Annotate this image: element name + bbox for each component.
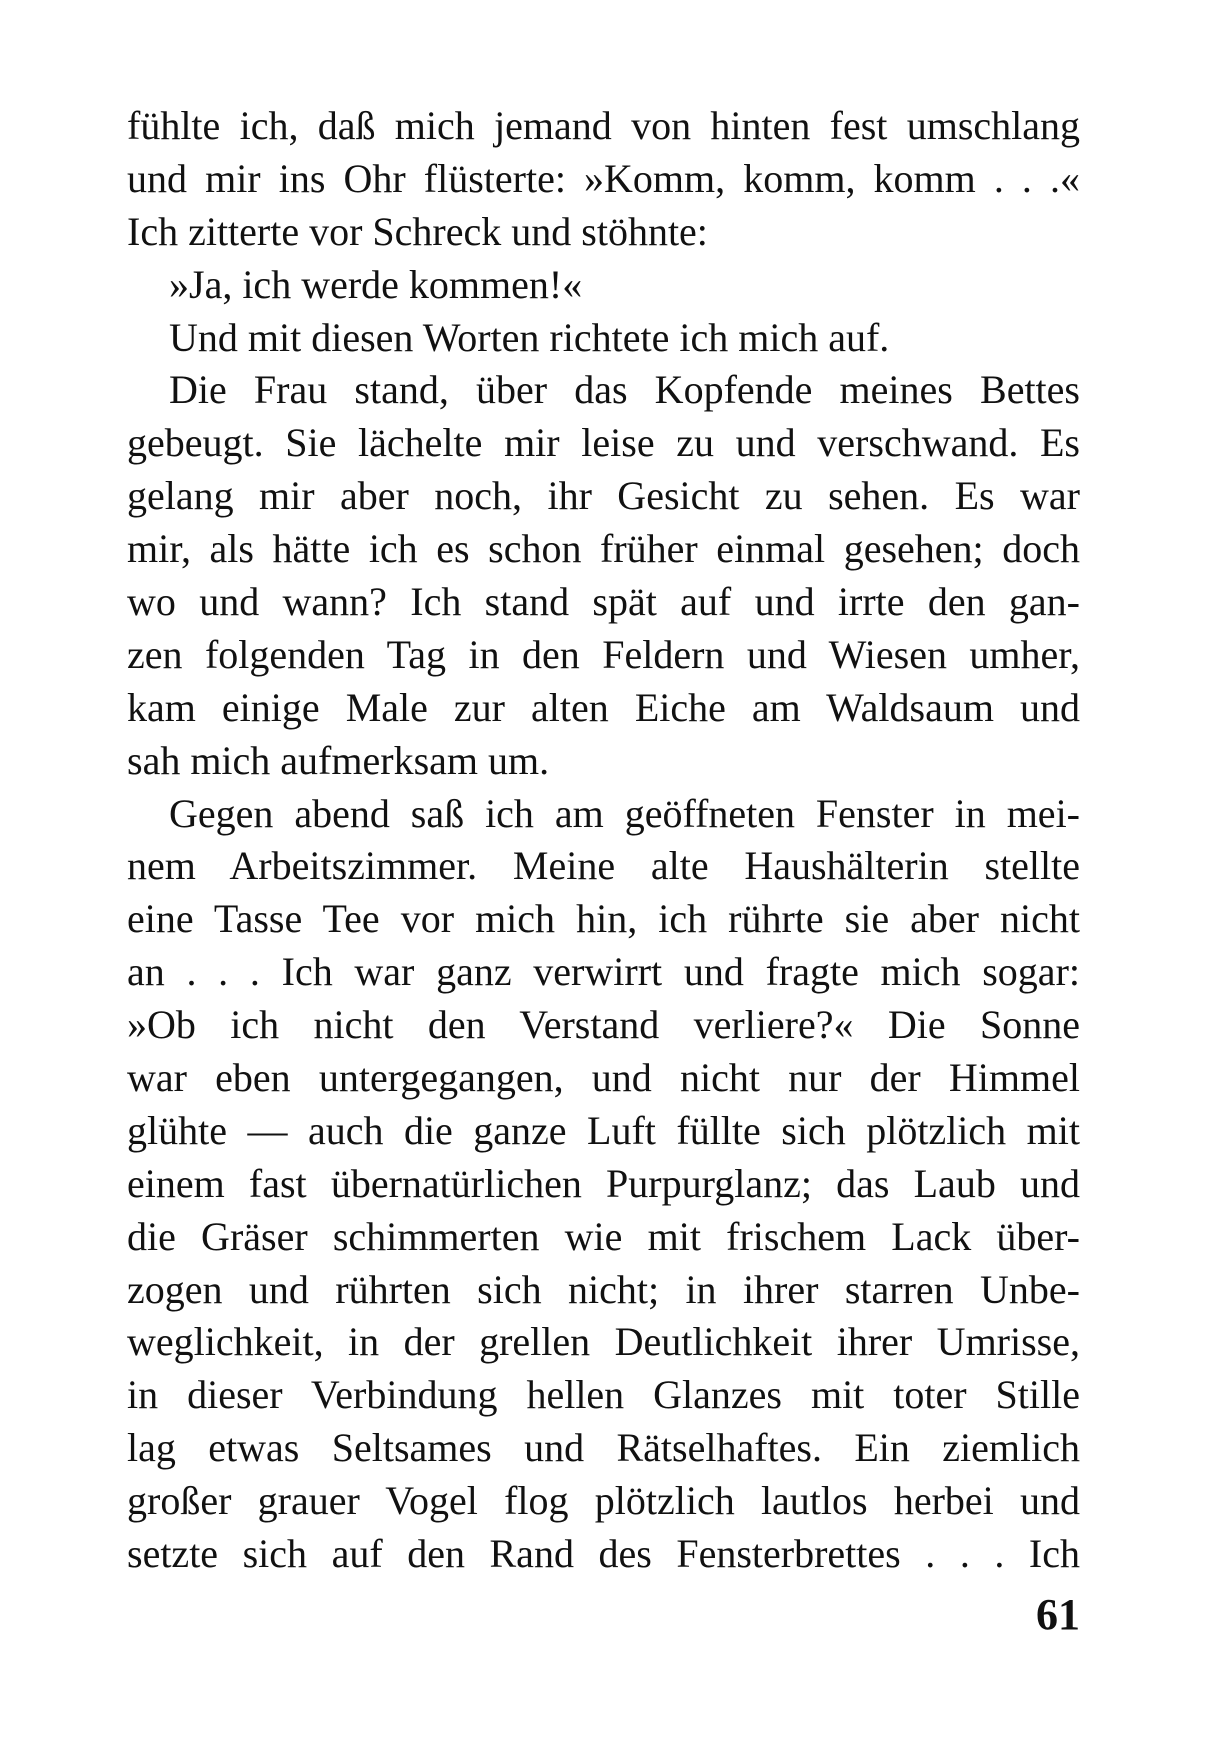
text-line-14: Gegen abend saß ich am geöffneten Fenster in mei- bbox=[169, 790, 1080, 836]
text-line-27: großer grauer Vogel flog plötzlich lautlos herbei und bbox=[127, 1478, 1080, 1524]
body-text bbox=[127, 100, 1080, 1581]
text-line-20: glühte — auch die ganze Luft füllte sich plötzlich mit bbox=[127, 1107, 1080, 1153]
text-line-4: »Ja, ich werde kommen!« bbox=[169, 261, 583, 307]
text-line-25: in dieser Verbindung hellen Glanzes mit toter Stille bbox=[127, 1372, 1080, 1418]
page-number: 61 bbox=[1036, 1590, 1080, 1639]
text-line-9: mir, als hätte ich es schon früher einmal gesehen; doch bbox=[127, 526, 1080, 572]
text-line-18: »Ob ich nicht den Verstand verliere?« Die Sonne bbox=[127, 1002, 1080, 1048]
text-line-26: lag etwas Seltsames und Rätselhaftes. Ein ziemlich bbox=[127, 1425, 1080, 1471]
text-line-13: sah mich aufmerksam um. bbox=[127, 737, 550, 783]
text-line-10: wo und wann? Ich stand spät auf und irrte den gan- bbox=[127, 579, 1080, 625]
text-line-19: war eben untergegangen, und nicht nur der Himmel bbox=[127, 1055, 1080, 1101]
text-line-12: kam einige Male zur alten Eiche am Waldsaum und bbox=[127, 684, 1080, 730]
text-line-7: gebeugt. Sie lächelte mir leise zu und verschwand. Es bbox=[127, 420, 1080, 466]
text-line-1: fühlte ich, daß mich jemand von hinten fest umschlang bbox=[127, 103, 1080, 148]
text-line-3: Ich zitterte vor Schreck und stöhnte: bbox=[127, 208, 708, 254]
text-line-28: setzte sich auf den Rand des Fensterbrettes . . . Ich bbox=[127, 1531, 1080, 1577]
text-line-24: weglichkeit, in der grellen Deutlichkeit ihrer Umrisse, bbox=[127, 1319, 1080, 1365]
text-line-2: und mir ins Ohr flüsterte: »Komm, komm, komm . . .« bbox=[127, 155, 1080, 201]
text-line-5: Und mit diesen Worten richtete ich mich auf. bbox=[169, 314, 890, 360]
text-line-6: Die Frau stand, über das Kopfende meines Bettes bbox=[169, 367, 1080, 413]
text-line-15: nem Arbeitszimmer. Meine alte Haushälterin stellte bbox=[127, 843, 1080, 889]
text-line-17: an . . . Ich war ganz verwirrt und fragte mich sogar: bbox=[127, 949, 1080, 995]
text-line-16: eine Tasse Tee vor mich hin, ich rührte sie aber nicht bbox=[127, 896, 1080, 942]
text-line-8: gelang mir aber noch, ihr Gesicht zu sehen. Es war bbox=[127, 473, 1080, 519]
text-line-22: die Gräser schimmerten wie mit frischem Lack über- bbox=[127, 1213, 1080, 1259]
text-line-11: zen folgenden Tag in den Feldern und Wiesen umher, bbox=[127, 631, 1080, 677]
text-line-23: zogen und rührten sich nicht; in ihrer starren Unbe- bbox=[127, 1266, 1080, 1312]
text-line-21: einem fast übernatürlichen Purpurglanz; das Laub und bbox=[127, 1160, 1080, 1206]
